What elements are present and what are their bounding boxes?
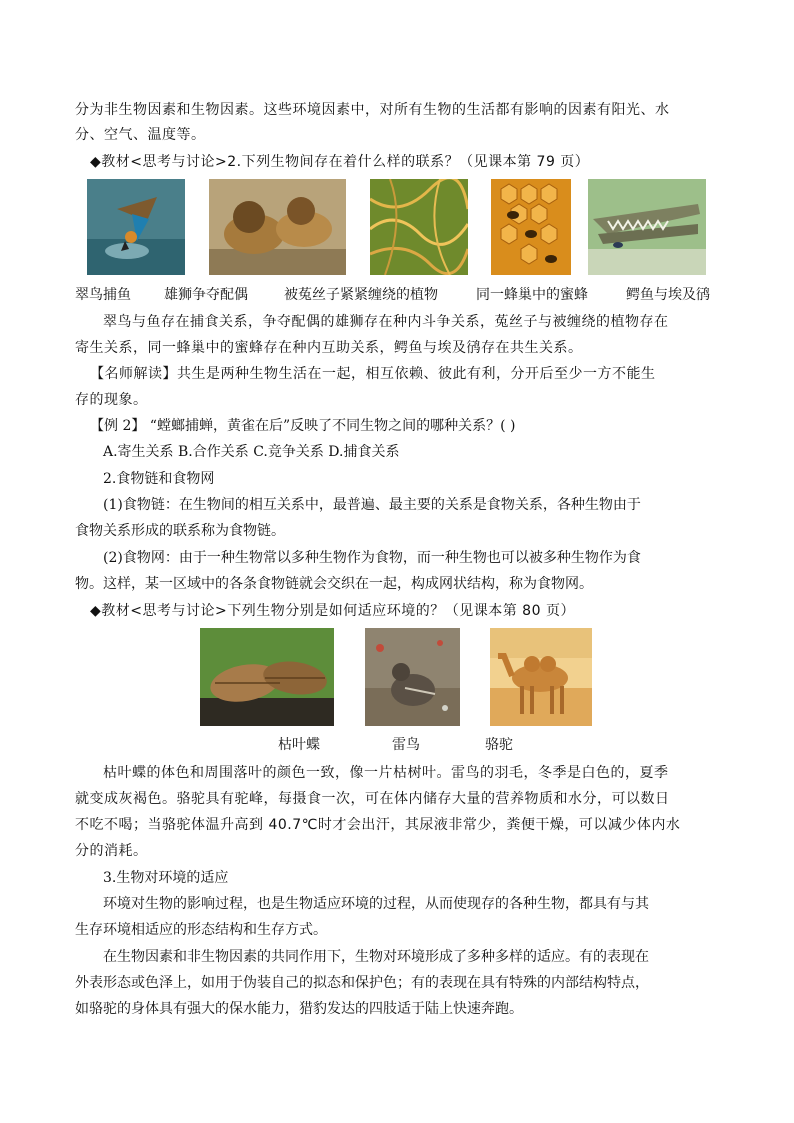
caption-kingfisher: 翠鸟捕鱼 — [75, 287, 131, 303]
section3-p2-line3: 如骆驼的身体具有强大的保水能力，猎豹发达的四肢适于陆上快速奔跑。 — [75, 1001, 523, 1017]
adaptation-line1: 枯叶蝶的体色和周围落叶的颜色一致，像一片枯树叶。雷鸟的羽毛，冬季是白色的，夏季 — [103, 765, 669, 781]
relations-line2: 寄生关系，同一蜂巢中的蜜蜂存在种内互助关系，鳄鱼与埃及鸻存在共生关系。 — [75, 340, 583, 356]
example2-options: A.寄生关系 B.合作关系 C.竞争关系 D.捕食关系 — [103, 444, 400, 460]
leaf-butterfly-photo — [200, 628, 334, 726]
section3-p1-line1: 环境对生物的影响过程，也是生物适应环境的过程，从而使现存的各种生物，都具有与其 — [103, 896, 649, 912]
caption-bees: 同一蜂巢中的蜜蜂 — [476, 287, 588, 303]
section3-title: 3.生物对环境的适应 — [103, 870, 229, 886]
section2-title: 2.食物链和食物网 — [103, 471, 215, 487]
para1-line2: 分、空气、温度等。 — [75, 127, 206, 143]
bees-photo — [491, 179, 571, 275]
caption-leaf-butterfly: 枯叶蝶 — [278, 737, 320, 753]
teacher-note-line2: 存的现象。 — [75, 392, 148, 408]
kingfisher-photo — [87, 179, 185, 275]
caption-camel: 骆驼 — [485, 737, 513, 753]
section3-p2-line1: 在生物因素和非生物因素的共同作用下，生物对环境形成了多种多样的适应。有的表现在 — [103, 949, 649, 965]
food-chain-line1: (1)食物链：在生物间的相互关系中，最普遍、最主要的关系是食物关系，各种生物由于 — [103, 497, 641, 513]
caption-crocodile: 鳄鱼与埃及鸻 — [626, 287, 710, 303]
food-chain-line2: 食物关系形成的联系称为食物链。 — [75, 523, 285, 539]
section3-p1-line2: 生存环境相适应的形态结构和生存方式。 — [75, 922, 327, 938]
caption-ptarmigan: 雷鸟 — [392, 737, 420, 753]
camel-photo — [490, 628, 592, 726]
teacher-note-line1: 【名师解读】共生是两种生物生活在一起，相互依赖、彼此有利，分开后至少一方不能生 — [90, 366, 656, 382]
textbook-prompt-2: ◆教材<思考与讨论>下列生物分别是如何适应环境的？（见课本第 80 页） — [90, 603, 575, 619]
caption-lions: 雄狮争夺配偶 — [164, 287, 248, 303]
crocodile-plover-photo — [588, 179, 706, 275]
section3-p2-line2: 外表形态或色泽上，如用于伪装自己的拟态和保护色；有的表现在具有特殊的内部结构特点， — [75, 975, 649, 991]
caption-dodder: 被菟丝子紧紧缠绕的植物 — [284, 287, 438, 303]
relations-line1: 翠鸟与鱼存在捕食关系，争夺配偶的雄狮存在种内斗争关系，菟丝子与被缠绕的植物存在 — [103, 314, 669, 330]
food-web-line2: 物。这样，某一区域中的各条食物链就会交织在一起，构成网状结构，称为食物网。 — [75, 576, 593, 592]
adaptation-line4: 分的消耗。 — [75, 843, 148, 859]
adaptation-line3: 不吃不喝；当骆驼体温升高到 40.7℃时才会出汗，其尿液非常少，粪便干燥，可以减少体内水 — [75, 817, 681, 833]
textbook-prompt-1: ◆教材<思考与讨论>2.下列生物间存在着什么样的联系？（见课本第 79 页） — [90, 154, 590, 170]
adaptation-line2: 就变成灰褐色。骆驼具有驼峰，每摄食一次，可在体内储存大量的营养物质和水分，可以数日 — [75, 791, 670, 807]
lions-photo — [209, 179, 346, 275]
dodder-plant-photo — [370, 179, 468, 275]
example2-question: 【例 2】 “螳螂捕蝉，黄雀在后”反映了不同生物之间的哪种关系？( ) — [90, 418, 516, 434]
para1-line1: 分为非生物因素和生物因素。这些环境因素中，对所有生物的生活都有影响的因素有阳光、水 — [75, 102, 670, 118]
ptarmigan-photo — [365, 628, 460, 726]
food-web-line1: (2)食物网：由于一种生物常以多种生物作为食物，而一种生物也可以被多种生物作为食 — [103, 550, 641, 566]
